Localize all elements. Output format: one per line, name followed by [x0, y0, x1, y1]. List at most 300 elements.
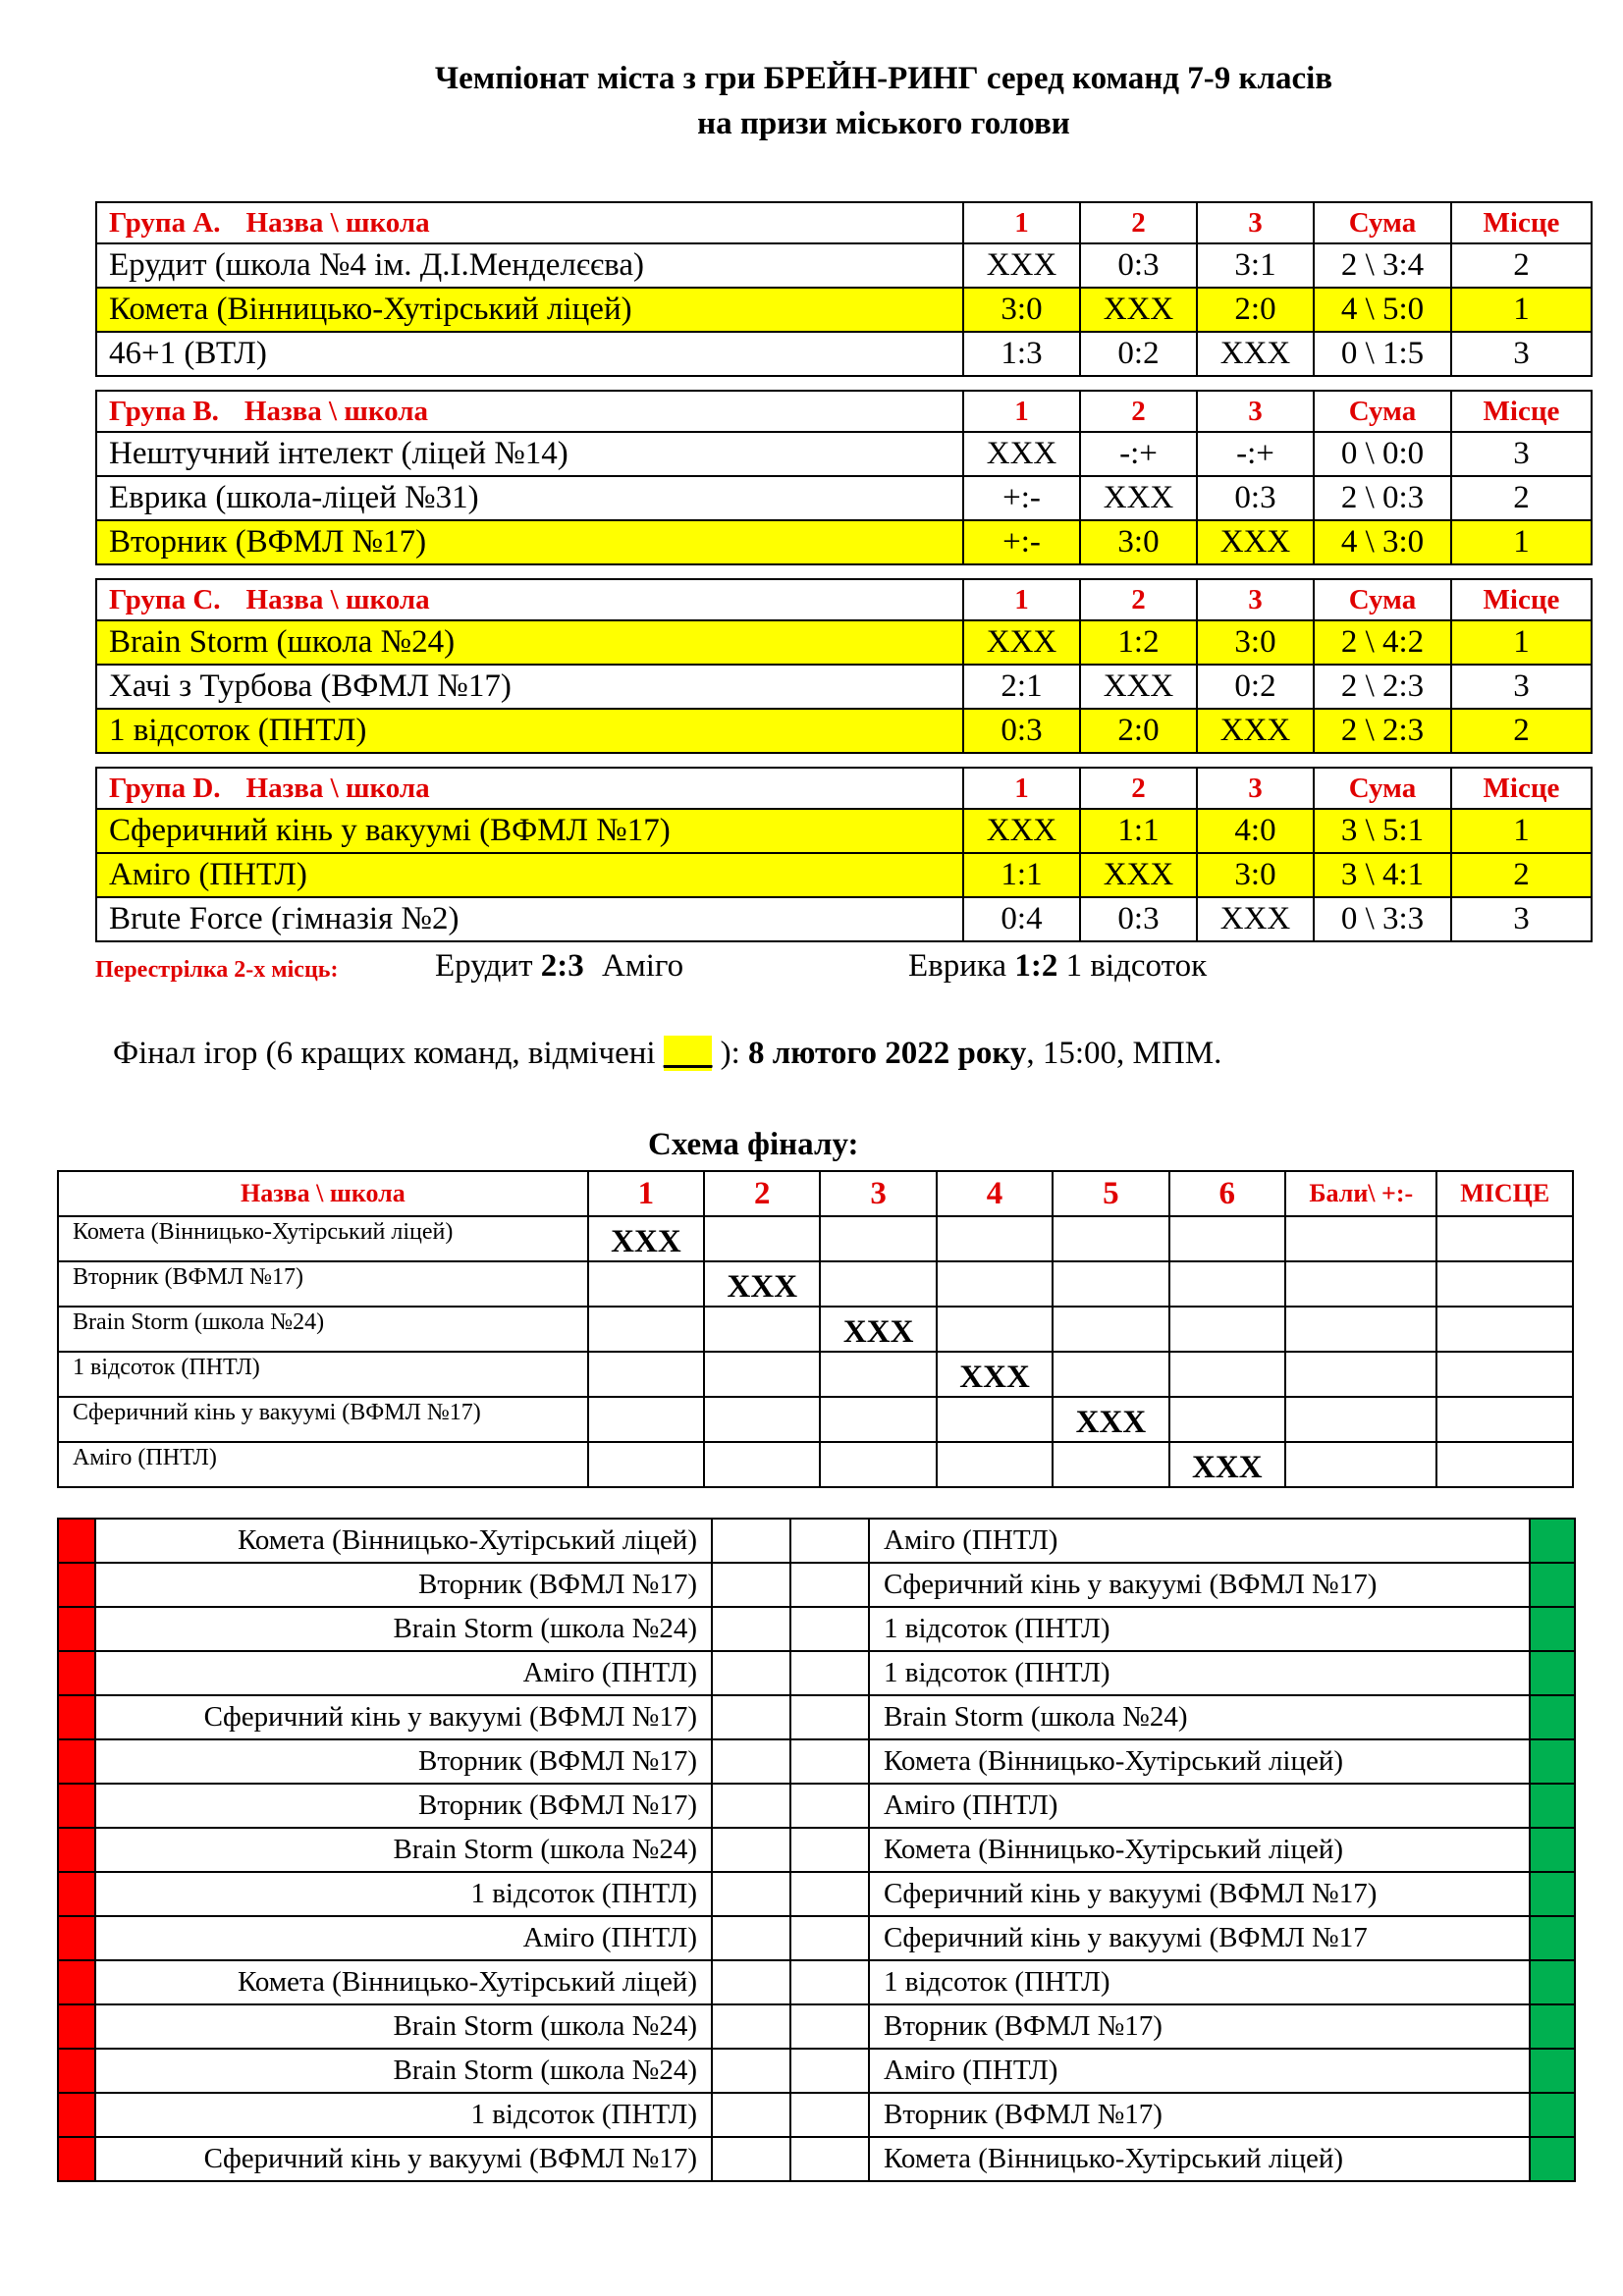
- scheme-cell: [704, 1397, 820, 1442]
- result-cell: 1: [1451, 809, 1592, 853]
- final-scheme-table: [57, 1170, 1574, 1488]
- group-header-col: 2: [1080, 202, 1197, 243]
- result-cell: XXX: [1197, 897, 1314, 941]
- group-header-col: 1: [963, 768, 1080, 809]
- pairing-score-right: [790, 1872, 869, 1916]
- pairing-row: [58, 1519, 1575, 1563]
- scheme-header-cell: 2: [704, 1171, 820, 1216]
- red-marker: [58, 2004, 95, 2049]
- team-name: Хачі з Турбова (ВФМЛ №17): [96, 665, 963, 709]
- group-header-col: 2: [1080, 579, 1197, 620]
- pairing-team-right: 1 відсоток (ПНТЛ): [869, 1960, 1530, 2004]
- group-d-table: [95, 767, 1593, 942]
- group-header-col: Місце: [1451, 579, 1592, 620]
- team-row: [96, 809, 1592, 853]
- green-marker: [1530, 1916, 1575, 1960]
- team-name: 46+1 (ВТЛ): [96, 332, 963, 376]
- pairing-team-left: Вторник (ВФМЛ №17): [95, 1784, 712, 1828]
- scheme-cell: [1053, 1352, 1168, 1397]
- green-marker: [1530, 1960, 1575, 2004]
- pairing-score-right: [790, 2093, 869, 2137]
- result-cell: 2 \ 4:2: [1314, 620, 1451, 665]
- pairing-score-right: [790, 1695, 869, 1739]
- group-header-col: Сума: [1314, 579, 1451, 620]
- result-cell: 2: [1451, 853, 1592, 897]
- result-cell: 3: [1451, 332, 1592, 376]
- pairing-score-left: [712, 2004, 790, 2049]
- group-header-col: 2: [1080, 391, 1197, 432]
- pairing-team-left: Brain Storm (школа №24): [95, 2049, 712, 2093]
- group-header-col: 3: [1197, 579, 1314, 620]
- team-row: [96, 332, 1592, 376]
- pairing-score-right: [790, 1960, 869, 2004]
- pairing-team-left: Аміго (ПНТЛ): [95, 1916, 712, 1960]
- page-title-line-1: Чемпіонат міста з гри БРЕЙН-РИНГ серед команд 7-9 класів: [434, 61, 1333, 96]
- pairing-team-left: 1 відсоток (ПНТЛ): [95, 1872, 712, 1916]
- pairing-row: [58, 1695, 1575, 1739]
- scheme-cell: [1053, 1442, 1168, 1487]
- red-marker: [58, 1563, 95, 1607]
- pairing-team-left: Вторник (ВФМЛ №17): [95, 1739, 712, 1784]
- pairing-team-right: Комета (Вінницько-Хутірський ліцей): [869, 1828, 1530, 1872]
- scheme-cell: [820, 1352, 936, 1397]
- pairing-team-right: Комета (Вінницько-Хутірський ліцей): [869, 1739, 1530, 1784]
- pairing-row: [58, 1739, 1575, 1784]
- result-cell: +:-: [963, 520, 1080, 564]
- green-marker: [1530, 1828, 1575, 1872]
- pairing-team-left: Вторник (ВФМЛ №17): [95, 1563, 712, 1607]
- pairing-team-left: Комета (Вінницько-Хутірський ліцей): [95, 1519, 712, 1563]
- result-cell: 3:1: [1197, 243, 1314, 288]
- pairing-score-left: [712, 1784, 790, 1828]
- scheme-cell: [820, 1442, 936, 1487]
- scheme-cell: [1169, 1307, 1285, 1352]
- result-cell: 1:3: [963, 332, 1080, 376]
- group-label: Група C.: [109, 584, 221, 615]
- pairing-row: [58, 1607, 1575, 1651]
- result-cell: 4:0: [1197, 809, 1314, 853]
- scheme-cell: [1053, 1216, 1168, 1261]
- name-school-label: Назва \ школа: [245, 584, 430, 615]
- result-cell: 4 \ 5:0: [1314, 288, 1451, 332]
- scheme-cell: XXX: [588, 1216, 704, 1261]
- pairing-score-right: [790, 1916, 869, 1960]
- green-marker: [1530, 2049, 1575, 2093]
- final-pairings-table: [57, 1518, 1576, 2182]
- result-cell: 0:2: [1197, 665, 1314, 709]
- team-row: [96, 432, 1592, 476]
- group-header-col: Сума: [1314, 202, 1451, 243]
- scheme-place-cell: [1436, 1216, 1573, 1261]
- pairing-score-right: [790, 2004, 869, 2049]
- result-cell: 3: [1451, 665, 1592, 709]
- scheme-header-cell: 3: [820, 1171, 936, 1216]
- scheme-cell: [937, 1261, 1053, 1307]
- group-label: Група A.: [109, 207, 221, 239]
- pairing-score-left: [712, 1607, 790, 1651]
- scheme-cell: [704, 1216, 820, 1261]
- result-cell: 2:1: [963, 665, 1080, 709]
- group-header-row: [96, 202, 1592, 243]
- pairing-score-right: [790, 1739, 869, 1784]
- scheme-cell: [1169, 1261, 1285, 1307]
- pairing-row: [58, 1916, 1575, 1960]
- result-cell: 3:0: [1197, 620, 1314, 665]
- team-row: [96, 243, 1592, 288]
- scheme-cell: [704, 1307, 820, 1352]
- scheme-points-cell: [1285, 1442, 1437, 1487]
- team-name: Еврика (школа-ліцей №31): [96, 476, 963, 520]
- scheme-cell: [1169, 1352, 1285, 1397]
- green-marker: [1530, 1563, 1575, 1607]
- pairing-team-right: Аміго (ПНТЛ): [869, 1784, 1530, 1828]
- scheme-place-cell: [1436, 1397, 1573, 1442]
- scheme-cell: [820, 1397, 936, 1442]
- playoff-match-2-team1: Еврика: [908, 948, 1007, 984]
- scheme-cell: [820, 1216, 936, 1261]
- team-row: [96, 709, 1592, 753]
- team-name: Вторник (ВФМЛ №17): [96, 520, 963, 564]
- team-name: Аміго (ПНТЛ): [96, 853, 963, 897]
- scheme-cell: [704, 1442, 820, 1487]
- result-cell: XXX: [1197, 520, 1314, 564]
- result-cell: XXX: [963, 809, 1080, 853]
- scheme-cell: [937, 1307, 1053, 1352]
- pairing-team-right: Сферичний кінь у вакуумі (ВФМЛ №17: [869, 1916, 1530, 1960]
- green-marker: [1530, 1519, 1575, 1563]
- green-marker: [1530, 1607, 1575, 1651]
- pairing-team-right: 1 відсоток (ПНТЛ): [869, 1607, 1530, 1651]
- scheme-points-cell: [1285, 1261, 1437, 1307]
- scheme-row: [58, 1442, 1573, 1487]
- name-school-label: Назва \ школа: [243, 396, 429, 427]
- group-header-col: Сума: [1314, 391, 1451, 432]
- pairing-row: [58, 1563, 1575, 1607]
- group-header-col: 3: [1197, 391, 1314, 432]
- group-label: Група B.: [109, 396, 219, 427]
- result-cell: XXX: [1197, 709, 1314, 753]
- result-cell: 3:0: [1197, 853, 1314, 897]
- scheme-row: [58, 1216, 1573, 1261]
- playoff-match-2: [908, 948, 1207, 985]
- group-c-table: [95, 578, 1593, 754]
- result-cell: 4 \ 3:0: [1314, 520, 1451, 564]
- result-cell: XXX: [1080, 665, 1197, 709]
- red-marker: [58, 1784, 95, 1828]
- group-header-col: Місце: [1451, 391, 1592, 432]
- pairing-score-right: [790, 1651, 869, 1695]
- pairing-score-left: [712, 1519, 790, 1563]
- pairing-team-right: Сферичний кінь у вакуумі (ВФМЛ №17): [869, 1563, 1530, 1607]
- pairing-team-left: Brain Storm (школа №24): [95, 2004, 712, 2049]
- scheme-cell: [937, 1397, 1053, 1442]
- result-cell: 0 \ 0:0: [1314, 432, 1451, 476]
- pairing-score-right: [790, 1563, 869, 1607]
- group-header-col: 2: [1080, 768, 1197, 809]
- final-note: [113, 1036, 1221, 1072]
- scheme-points-cell: [1285, 1397, 1437, 1442]
- pairing-score-left: [712, 2137, 790, 2181]
- team-name: 1 відсоток (ПНТЛ): [96, 709, 963, 753]
- result-cell: 3: [1451, 432, 1592, 476]
- scheme-cell: [1053, 1261, 1168, 1307]
- scheme-cell: [1053, 1307, 1168, 1352]
- scheme-team-name: Комета (Вінницько-Хутірський ліцей): [58, 1216, 588, 1261]
- green-marker: [1530, 2093, 1575, 2137]
- result-cell: 2 \ 0:3: [1314, 476, 1451, 520]
- playoff-match-2-team2: 1 відсоток: [1065, 948, 1208, 984]
- group-header-col: 1: [963, 579, 1080, 620]
- scheme-header-cell: 6: [1169, 1171, 1285, 1216]
- red-marker: [58, 2137, 95, 2181]
- scheme-title: Схема фіналу:: [648, 1127, 859, 1162]
- result-cell: 2:0: [1080, 709, 1197, 753]
- pairing-team-right: 1 відсоток (ПНТЛ): [869, 1651, 1530, 1695]
- group-header-row: [96, 768, 1592, 809]
- scheme-points-cell: [1285, 1352, 1437, 1397]
- scheme-row: [58, 1307, 1573, 1352]
- scheme-cell: XXX: [1169, 1442, 1285, 1487]
- playoff-match-1-team2: Аміго: [602, 948, 684, 984]
- pairing-score-left: [712, 1739, 790, 1784]
- result-cell: XXX: [1080, 853, 1197, 897]
- result-cell: 0:3: [963, 709, 1080, 753]
- scheme-points-cell: [1285, 1216, 1437, 1261]
- green-marker: [1530, 1695, 1575, 1739]
- pairing-team-left: 1 відсоток (ПНТЛ): [95, 2093, 712, 2137]
- group-header-name: [96, 202, 963, 243]
- group-a-table: [95, 201, 1593, 377]
- pairing-score-right: [790, 2137, 869, 2181]
- pairing-score-right: [790, 1784, 869, 1828]
- result-cell: 1: [1451, 288, 1592, 332]
- scheme-header-cell: 5: [1053, 1171, 1168, 1216]
- result-cell: -:+: [1080, 432, 1197, 476]
- green-marker: [1530, 2004, 1575, 2049]
- pairing-row: [58, 2004, 1575, 2049]
- group-header-row: [96, 391, 1592, 432]
- green-marker: [1530, 2137, 1575, 2181]
- red-marker: [58, 1519, 95, 1563]
- group-header-col: 3: [1197, 202, 1314, 243]
- result-cell: 3 \ 4:1: [1314, 853, 1451, 897]
- group-header-col: Сума: [1314, 768, 1451, 809]
- scheme-cell: XXX: [820, 1307, 936, 1352]
- pairing-team-left: Комета (Вінницько-Хутірський ліцей): [95, 1960, 712, 2004]
- scheme-cell: [588, 1307, 704, 1352]
- pairing-row: [58, 1872, 1575, 1916]
- scheme-header-cell: МІСЦЕ: [1436, 1171, 1573, 1216]
- result-cell: XXX: [1080, 288, 1197, 332]
- group-header-name: [96, 768, 963, 809]
- scheme-cell: [704, 1352, 820, 1397]
- scheme-row: [58, 1261, 1573, 1307]
- pairing-row: [58, 1960, 1575, 2004]
- group-header-col: Місце: [1451, 768, 1592, 809]
- result-cell: 3:0: [963, 288, 1080, 332]
- result-cell: 0 \ 3:3: [1314, 897, 1451, 941]
- pairing-team-left: Аміго (ПНТЛ): [95, 1651, 712, 1695]
- scheme-header-row: [58, 1171, 1573, 1216]
- result-cell: 0:3: [1197, 476, 1314, 520]
- pairing-team-right: Комета (Вінницько-Хутірський ліцей): [869, 2137, 1530, 2181]
- group-header-name: [96, 391, 963, 432]
- result-cell: 1: [1451, 620, 1592, 665]
- pairing-score-right: [790, 2049, 869, 2093]
- team-name: Brain Storm (школа №24): [96, 620, 963, 665]
- pairing-score-left: [712, 1651, 790, 1695]
- team-name: Brute Force (гімназія №2): [96, 897, 963, 941]
- scheme-cell: [1169, 1397, 1285, 1442]
- scheme-cell: [1169, 1216, 1285, 1261]
- pairing-team-left: Brain Storm (школа №24): [95, 1828, 712, 1872]
- red-marker: [58, 1695, 95, 1739]
- result-cell: 1:1: [963, 853, 1080, 897]
- pairing-row: [58, 2137, 1575, 2181]
- green-marker: [1530, 1872, 1575, 1916]
- pairing-row: [58, 1828, 1575, 1872]
- scheme-place-cell: [1436, 1352, 1573, 1397]
- pairing-score-left: [712, 2093, 790, 2137]
- result-cell: 2: [1451, 243, 1592, 288]
- team-row: [96, 520, 1592, 564]
- final-note-date: 8 лютого 2022 року: [748, 1036, 1027, 1071]
- scheme-header-cell: 1: [588, 1171, 704, 1216]
- pairing-score-left: [712, 1563, 790, 1607]
- result-cell: 2: [1451, 476, 1592, 520]
- scheme-cell: [820, 1261, 936, 1307]
- result-cell: 0:3: [1080, 243, 1197, 288]
- playoff-match-1-score: 2:3: [540, 948, 584, 984]
- team-name: Комета (Вінницько-Хутірський ліцей): [96, 288, 963, 332]
- red-marker: [58, 2093, 95, 2137]
- scheme-place-cell: [1436, 1307, 1573, 1352]
- group-label: Група D.: [109, 773, 221, 804]
- team-row: [96, 476, 1592, 520]
- pairing-row: [58, 2049, 1575, 2093]
- name-school-label: Назва \ школа: [245, 207, 430, 239]
- final-note-suffix: , 15:00, МПМ.: [1026, 1036, 1222, 1071]
- pairing-team-right: Brain Storm (школа №24): [869, 1695, 1530, 1739]
- scheme-row: [58, 1352, 1573, 1397]
- result-cell: XXX: [963, 620, 1080, 665]
- scheme-team-name: Вторник (ВФМЛ №17): [58, 1261, 588, 1307]
- result-cell: 3: [1451, 897, 1592, 941]
- pairing-team-left: Сферичний кінь у вакуумі (ВФМЛ №17): [95, 2137, 712, 2181]
- green-marker: [1530, 1784, 1575, 1828]
- red-marker: [58, 1960, 95, 2004]
- result-cell: XXX: [963, 432, 1080, 476]
- group-header-col: Місце: [1451, 202, 1592, 243]
- result-cell: XXX: [1080, 476, 1197, 520]
- result-cell: 2 \ 3:4: [1314, 243, 1451, 288]
- group-header-name: [96, 579, 963, 620]
- final-note-middle: ):: [712, 1036, 748, 1071]
- scheme-cell: [588, 1442, 704, 1487]
- pairing-team-right: Вторник (ВФМЛ №17): [869, 2093, 1530, 2137]
- team-row: [96, 853, 1592, 897]
- scheme-cell: XXX: [1053, 1397, 1168, 1442]
- team-row: [96, 665, 1592, 709]
- scheme-place-cell: [1436, 1442, 1573, 1487]
- result-cell: 3:0: [1080, 520, 1197, 564]
- green-marker: [1530, 1651, 1575, 1695]
- scheme-cell: [588, 1397, 704, 1442]
- result-cell: 0:2: [1080, 332, 1197, 376]
- pairing-row: [58, 2093, 1575, 2137]
- result-cell: 2 \ 2:3: [1314, 665, 1451, 709]
- final-note-marker: ___: [663, 1036, 713, 1071]
- pairing-team-right: Сферичний кінь у вакуумі (ВФМЛ №17): [869, 1872, 1530, 1916]
- red-marker: [58, 1872, 95, 1916]
- pairing-team-right: Вторник (ВФМЛ №17): [869, 2004, 1530, 2049]
- red-marker: [58, 1828, 95, 1872]
- result-cell: XXX: [963, 243, 1080, 288]
- team-name: Сферичний кінь у вакуумі (ВФМЛ №17): [96, 809, 963, 853]
- playoff-label: Перестрілка 2-х місць:: [95, 957, 339, 983]
- result-cell: 0:4: [963, 897, 1080, 941]
- red-marker: [58, 1607, 95, 1651]
- group-header-col: 1: [963, 202, 1080, 243]
- pairing-row: [58, 1784, 1575, 1828]
- result-cell: 2 \ 2:3: [1314, 709, 1451, 753]
- playoff-match-1: [435, 948, 683, 985]
- group-header-col: 1: [963, 391, 1080, 432]
- pairing-score-left: [712, 1828, 790, 1872]
- result-cell: +:-: [963, 476, 1080, 520]
- result-cell: 2: [1451, 709, 1592, 753]
- result-cell: 1:1: [1080, 809, 1197, 853]
- result-cell: 1:2: [1080, 620, 1197, 665]
- green-marker: [1530, 1739, 1575, 1784]
- group-header-col: 3: [1197, 768, 1314, 809]
- group-header-row: [96, 579, 1592, 620]
- result-cell: 0:3: [1080, 897, 1197, 941]
- scheme-row: [58, 1397, 1573, 1442]
- final-note-prefix: Фінал ігор (6 кращих команд, відмічені: [113, 1036, 664, 1071]
- pairing-team-right: Аміго (ПНТЛ): [869, 2049, 1530, 2093]
- red-marker: [58, 1739, 95, 1784]
- scheme-cell: [937, 1216, 1053, 1261]
- scheme-header-cell: Назва \ школа: [58, 1171, 588, 1216]
- pairing-score-left: [712, 2049, 790, 2093]
- playoff-match-1-team1: Ерудит: [435, 948, 533, 984]
- scheme-cell: XXX: [937, 1352, 1053, 1397]
- result-cell: 2:0: [1197, 288, 1314, 332]
- pairing-score-left: [712, 1916, 790, 1960]
- team-row: [96, 288, 1592, 332]
- pairing-score-left: [712, 1872, 790, 1916]
- scheme-cell: XXX: [704, 1261, 820, 1307]
- scheme-cell: [588, 1261, 704, 1307]
- scheme-header-cell: Бали\ +:-: [1285, 1171, 1437, 1216]
- pairing-score-right: [790, 1828, 869, 1872]
- red-marker: [58, 2049, 95, 2093]
- result-cell: XXX: [1197, 332, 1314, 376]
- pairing-team-left: Сферичний кінь у вакуумі (ВФМЛ №17): [95, 1695, 712, 1739]
- scheme-team-name: 1 відсоток (ПНТЛ): [58, 1352, 588, 1397]
- scheme-place-cell: [1436, 1261, 1573, 1307]
- page-title-line-2: на призи міського голови: [697, 106, 1070, 141]
- playoff-match-2-score: 1:2: [1014, 948, 1058, 984]
- pairing-score-left: [712, 1695, 790, 1739]
- team-row: [96, 620, 1592, 665]
- result-cell: 0 \ 1:5: [1314, 332, 1451, 376]
- scheme-cell: [588, 1352, 704, 1397]
- red-marker: [58, 1916, 95, 1960]
- team-name: Нештучний інтелект (ліцей №14): [96, 432, 963, 476]
- name-school-label: Назва \ школа: [245, 773, 430, 804]
